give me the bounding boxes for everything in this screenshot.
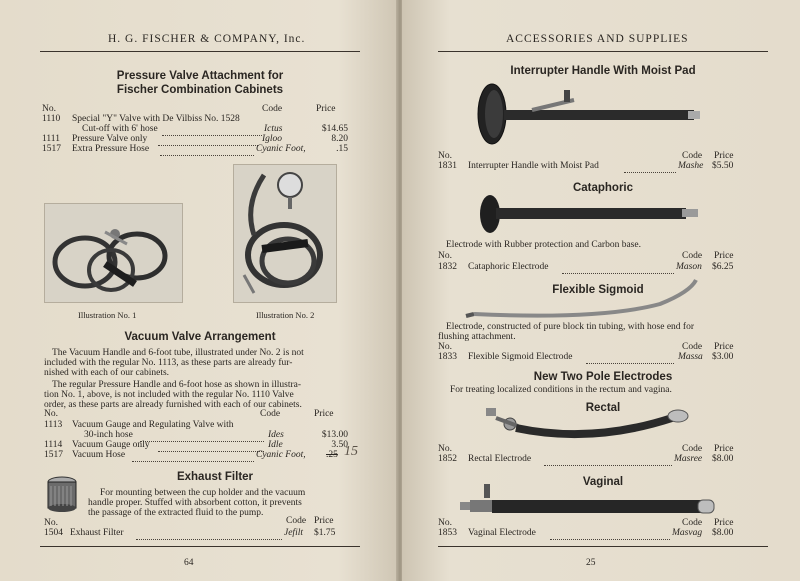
row-1853-desc: Vaginal Electrode — [468, 528, 536, 538]
cataphoric-no-header: No. — [438, 251, 452, 261]
row-1833-desc: Flexible Sigmoid Electrode — [468, 352, 573, 362]
pressure-no-header: No. — [42, 104, 56, 114]
row-1831-price: $5.50 — [712, 161, 734, 171]
left-page-number: 64 — [184, 558, 194, 568]
row-1832-code: Mason — [676, 262, 702, 272]
interrupter-title: Interrupter Handle With Moist Pad — [510, 65, 696, 77]
handwritten-price-correction: 15 — [344, 444, 358, 459]
vacuum-price-header: Price — [314, 409, 334, 419]
row-1113-price: $13.00 — [321, 430, 348, 440]
exhaust-text-2: handle proper. Stuffed with absorbent cotton, it prevents — [88, 498, 302, 508]
vaginal-electrode-icon — [458, 482, 718, 516]
vacuum-para2-line2: tion No. 1, above, is not included with the regular No. 1110 Valve — [44, 390, 294, 400]
vacuum-para2-line1: The regular Pressure Handle and 6-foot hose as shown in illustra- — [52, 380, 302, 390]
row-1852-desc: Rectal Electrode — [468, 454, 532, 464]
row-1517b-desc: Vacuum Hose — [72, 450, 126, 460]
leader-dots — [140, 434, 264, 442]
vacuum-gauge-hose-icon — [234, 165, 336, 302]
interrupter-price-header: Price — [714, 151, 734, 161]
row-1110-price: $14.65 — [321, 124, 348, 134]
vacuum-para1-line2: included with the regular No. 1113, as these parts are already fur- — [44, 358, 293, 368]
row-1111-code: Igloo — [262, 134, 283, 144]
row-1111-desc: Pressure Valve only — [72, 134, 148, 144]
right-footer-rule — [438, 546, 768, 547]
pressure-price-header: Price — [316, 104, 336, 114]
cataphoric-code-header: Code — [682, 251, 703, 261]
row-1832-desc: Cataphoric Electrode — [468, 262, 549, 272]
two-pole-title: New Two Pole Electrodes — [533, 371, 673, 383]
vacuum-para1-line3: nished with each of our cabinets. — [44, 368, 170, 378]
row-1852-price: $8.00 — [712, 454, 734, 464]
sigmoid-text-1: Electrode, constructed of pure block tin tubing, with hose end for — [446, 322, 694, 332]
row-1114-desc: Vacuum Gauge only — [72, 440, 150, 450]
leader-dots — [158, 444, 264, 452]
row-1832-price: $6.25 — [712, 262, 734, 272]
leader-dots — [550, 532, 670, 540]
row-1517b-price: .25 — [326, 450, 338, 460]
row-1853-code: Masvag — [672, 528, 703, 538]
exhaust-text-3: the passage of the extracted fluid to the pump. — [88, 508, 264, 518]
row-1831-code: Mashe — [678, 161, 704, 171]
rectal-code-header: Code — [682, 444, 703, 454]
vacuum-title: Vacuum Valve Arrangement — [124, 331, 276, 343]
row-1517-no: 1517 — [42, 144, 61, 154]
exhaust-filter-icon — [46, 476, 78, 512]
row-1833-no: 1833 — [438, 352, 457, 362]
rectal-price-header: Price — [714, 444, 734, 454]
row-1504-code: Jefilt — [284, 528, 303, 538]
vacuum-no-header: No. — [44, 409, 58, 419]
illustration-1-photo — [44, 203, 183, 303]
row-1517b-no: 1517 — [44, 450, 63, 460]
two-pole-text: For treating localized conditions in the rectum and vagina. — [450, 385, 672, 395]
right-header-rule — [438, 51, 768, 52]
vaginal-no-header: No. — [438, 518, 452, 528]
vacuum-para2-line3: order, as these parts are already furnished with each of our cabinets. — [44, 400, 302, 410]
sigmoid-electrode-icon — [460, 276, 700, 322]
row-1833-price: $3.00 — [712, 352, 734, 362]
vaginal-price-header: Price — [714, 518, 734, 528]
rectal-title: Rectal — [585, 402, 621, 414]
right-header: ACCESSORIES AND SUPPLIES — [506, 33, 689, 45]
leader-dots — [562, 266, 674, 274]
leader-dots — [544, 458, 672, 466]
rectal-no-header: No. — [438, 444, 452, 454]
sigmoid-title: Flexible Sigmoid — [552, 284, 644, 296]
pressure-code-header: Code — [262, 104, 283, 114]
vacuum-para1-line1: The Vacuum Handle and 6-foot tube, illustrated under No. 2 is not — [52, 348, 304, 358]
row-1831-desc: Interrupter Handle with Moist Pad — [468, 161, 599, 171]
row-1831-no: 1831 — [438, 161, 457, 171]
row-1517-desc: Extra Pressure Hose — [72, 144, 150, 154]
vacuum-code-header: Code — [260, 409, 281, 419]
row-1113-desc: Vacuum Gauge and Regulating Valve with — [72, 420, 234, 430]
vaginal-code-header: Code — [682, 518, 703, 528]
leader-dots — [160, 148, 254, 156]
illustration-1-caption: Illustration No. 1 — [78, 310, 137, 320]
row-1517-price: .15 — [336, 144, 348, 154]
pressure-title-1: Pressure Valve Attachment for — [116, 70, 284, 82]
interrupter-code-header: Code — [682, 151, 703, 161]
left-header: H. G. FISCHER & COMPANY, Inc. — [108, 33, 306, 45]
illustration-2-caption: Illustration No. 2 — [256, 310, 315, 320]
row-1114-price: 3.50 — [331, 440, 348, 450]
sigmoid-price-header: Price — [714, 342, 734, 352]
row-1517-code: Cyanic Foot, — [256, 144, 306, 154]
left-page — [0, 0, 398, 581]
pressure-title-2: Fischer Combination Cabinets — [116, 84, 284, 96]
left-footer-rule — [40, 546, 360, 547]
illustration-2-photo — [233, 164, 337, 303]
row-1852-code: Masree — [674, 454, 703, 464]
row-1517b-code: Cyanic Foot, — [256, 450, 306, 460]
leader-dots — [624, 165, 676, 173]
sigmoid-text-2: flushing attachment. — [438, 332, 516, 342]
row-1504-price: $1.75 — [314, 528, 336, 538]
row-1114-code: Idle — [268, 440, 283, 450]
row-1113-no: 1113 — [44, 420, 63, 430]
exhaust-no-header: No. — [44, 518, 58, 528]
rectal-electrode-icon — [482, 404, 692, 444]
right-page — [402, 0, 800, 581]
cataphoric-title: Cataphoric — [572, 182, 634, 194]
row-1832-no: 1832 — [438, 262, 457, 272]
row-1110-code: Ictus — [264, 124, 283, 134]
leader-dots — [158, 138, 258, 146]
row-1113-desc2: 30-inch hose — [84, 430, 133, 440]
row-1111-price: 8.20 — [331, 134, 348, 144]
row-1110-desc: Special "Y" Valve with De Vilbiss No. 1528 — [72, 114, 240, 124]
right-page-number: 25 — [586, 558, 596, 568]
leader-dots — [586, 356, 674, 364]
cataphoric-price-header: Price — [714, 251, 734, 261]
row-1504-no: 1504 — [44, 528, 63, 538]
exhaust-title: Exhaust Filter — [176, 471, 254, 483]
vaginal-title: Vaginal — [582, 476, 624, 488]
leader-dots — [132, 454, 254, 462]
row-1110-desc2: Cut-off with 6' hose — [82, 124, 158, 134]
sigmoid-code-header: Code — [682, 342, 703, 352]
row-1853-price: $8.00 — [712, 528, 734, 538]
sigmoid-no-header: No. — [438, 342, 452, 352]
leader-dots — [136, 532, 282, 540]
row-1852-no: 1852 — [438, 454, 457, 464]
row-1111-no: 1111 — [42, 134, 60, 144]
cataphoric-electrode-icon — [476, 194, 702, 234]
exhaust-code-header: Code — [286, 516, 307, 526]
interrupter-no-header: No. — [438, 151, 452, 161]
row-1113-code: Ides — [268, 430, 284, 440]
interrupter-handle-icon — [472, 82, 702, 146]
pressure-handle-hose-icon — [45, 204, 182, 302]
exhaust-text-1: For mounting between the cup holder and the vacuum — [100, 488, 306, 498]
row-1853-no: 1853 — [438, 528, 457, 538]
row-1833-code: Massa — [678, 352, 703, 362]
exhaust-price-header: Price — [314, 516, 334, 526]
leader-dots — [162, 128, 262, 136]
row-1504-desc: Exhaust Filter — [70, 528, 124, 538]
row-1110-no: 1110 — [42, 114, 61, 124]
row-1114-no: 1114 — [44, 440, 63, 450]
cataphoric-text: Electrode with Rubber protection and Carbon base. — [446, 240, 641, 250]
left-header-rule — [40, 51, 360, 52]
